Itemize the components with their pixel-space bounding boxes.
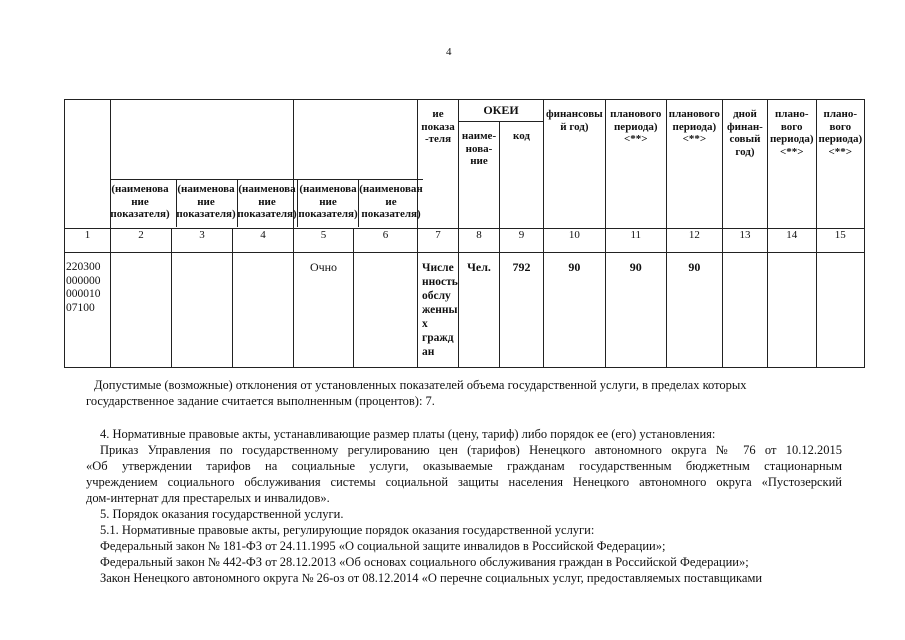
header-cell-col15: плано- вого периода) <**> [816,100,865,229]
page-number: 4 [446,46,452,58]
header-cell-okei: ОКЕИ [459,100,544,122]
column-number-14: 14 [767,229,816,253]
column-number-6: 6 [354,229,418,253]
header-cell-col11: планового периода) <**> [605,100,666,229]
paragraph-section-4: 4. Нормативные правовые акты, устанавливающие размер платы (цену, тариф) либо порядок ее (его) установления: [100,427,716,441]
column-number-9: 9 [500,229,544,253]
row-cell-value-11: 90 [605,253,666,368]
header-cell-col13: дной финан- совый год) [722,100,767,229]
sub-label-1: (наименова ние показателя) [110,183,170,220]
column-number-11: 11 [605,229,666,253]
paragraph-law-442: Федеральный закон № 442-ФЗ от 28.12.2013 «Об основах социального обслуживания граждан в Российской Федерации»; [100,555,749,569]
paragraph-deviation-2: государственное задание считается выполненным (процентов): 7. [86,394,435,408]
row-cell-value-12: 90 [666,253,722,368]
sub-label-2: (наименова ние показателя) [176,183,236,220]
header-cell-okei-name: наиме- нова- ние [459,122,500,229]
row-cell-6 [354,253,418,368]
paragraph-order-line-1: Приказ Управления по государственному регулированию цен (тарифов) Ненецкого автономного округа № 76 от 10.12.2015 [100,443,842,457]
header-cell-col10: финансовы й год) [544,100,606,229]
paragraph-order-line-4: дом-интернат для престарелых и инвалидов». [86,491,330,505]
row-cell-2 [111,253,172,368]
column-number-7: 7 [418,229,459,253]
row-cell-15 [816,253,865,368]
paragraph-order-line-2: «Об утверждении тарифов на социальные услуги, оказываемые гражданам государственным бюджетным стационарным [86,459,842,473]
column-number-5: 5 [294,229,354,253]
header-cell-col12: планового периода) <**> [666,100,722,229]
header-cell-col14: плано- вого периода) <**> [767,100,816,229]
row-cell-unit: Чел. [459,253,500,368]
header-cell-indicator: ие показа -теля [418,100,459,229]
sub-label-3: (наименова ние показателя) [237,183,297,220]
row-cell-3 [172,253,233,368]
paragraph-section-5: 5. Порядок оказания государственной услуги. [100,507,344,521]
row-cell-unit-code: 792 [500,253,544,368]
sub-label-5: (наименован ие показателя) [359,183,423,220]
paragraph-deviation-1: Допустимые (возможные) отклонения от установленных показателей объема государственной услуги, в пределах которых [94,378,747,392]
row-cell-14 [767,253,816,368]
column-number-2: 2 [111,229,172,253]
paragraph-law-181: Федеральный закон № 181-ФЗ от 24.11.1995 «О социальной защите инвалидов в Российской Федерации»; [100,539,666,553]
row-code-cell: 220300 000000 000010 07100 [65,253,111,368]
row-cell-13 [722,253,767,368]
column-number-3: 3 [172,229,233,253]
header-cell-blank [65,100,111,229]
column-number-15: 15 [816,229,865,253]
column-number-8: 8 [459,229,500,253]
paragraph-order-line-3: учреждением социального обслуживания системы социальной защиты населения Ненецкого автономного округа «Пустозерский [86,475,842,489]
column-number-10: 10 [544,229,606,253]
column-number-4: 4 [233,229,294,253]
paragraph-section-5-1: 5.1. Нормативные правовые акты, регулирующие порядок оказания государственной услуги: [100,523,595,537]
state-service-volume-table [64,99,865,368]
header-cell-okei-code: код [500,122,544,229]
column-number-13: 13 [722,229,767,253]
sub-label-4: (наименова ние показателя) [298,183,358,220]
row-cell-form: Очно [294,253,354,368]
sub-label-strip [110,179,469,227]
row-cell-4 [233,253,294,368]
row-cell-indicator: Числе нность обслу женны х гражд ан [418,253,459,368]
paragraph-law-26: Закон Ненецкого автономного округа № 26-оз от 08.12.2014 «О перечне социальных услуг, предоставляемых поставщиками [100,571,763,585]
column-number-1: 1 [65,229,111,253]
column-number-12: 12 [666,229,722,253]
row-cell-value-10: 90 [544,253,606,368]
